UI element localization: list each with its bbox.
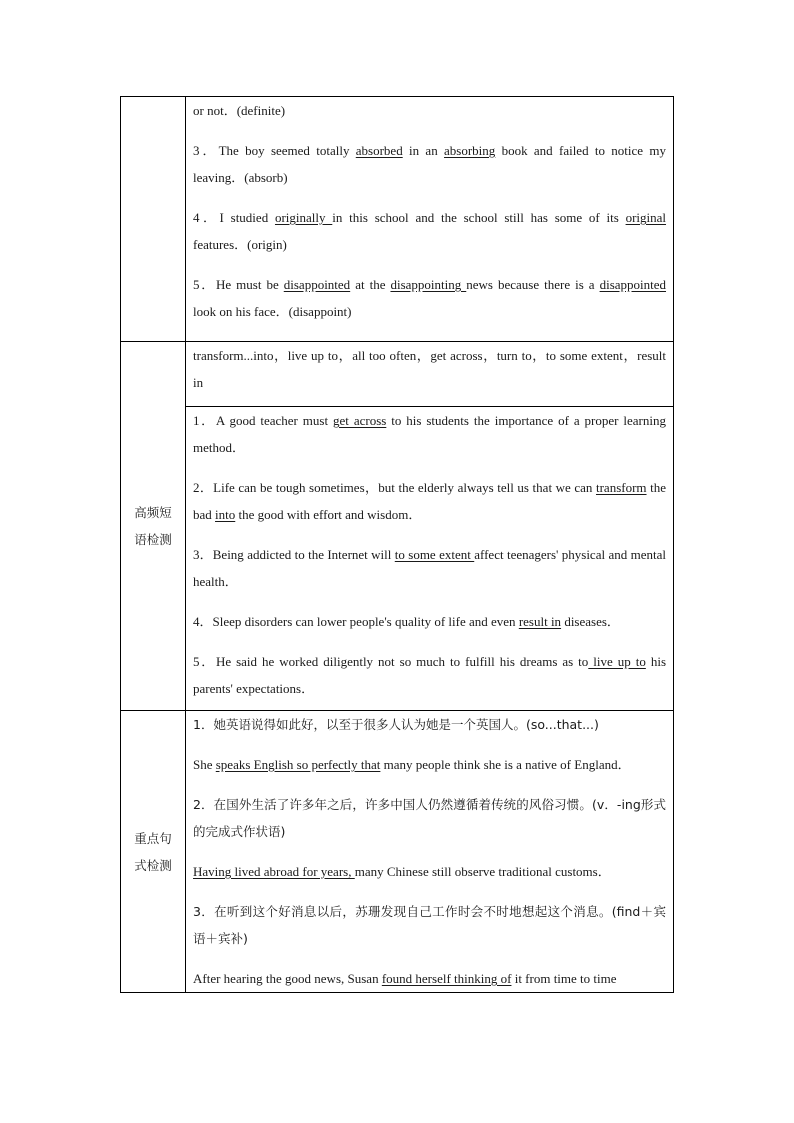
answer-blank: disappointing (390, 277, 467, 292)
answer-blank: to some extent (394, 547, 475, 562)
answer-blank: absorbed (355, 143, 403, 158)
answer-blank: found herself thinking of (381, 971, 512, 986)
answer-blank: absorbing (444, 143, 496, 158)
sentence-zh-1: 1．她英语说得如此好，以至于很多人认为她是一个英国人。(so...that...) (193, 717, 599, 732)
word-bank: transform...into，live up to，all too often，get across，turn to，to some extent，result in (193, 348, 666, 390)
sentence-en-3: After hearing the good news, Susan found herself thinking of it from time to time (193, 971, 617, 986)
sentence-en-1: She speaks English so perfectly that many people think she is a native of England． (193, 757, 631, 772)
sentences-content-cell (186, 711, 674, 993)
answer-blank: result in (518, 614, 562, 629)
phrase-item-2: 2．Life can be tough sometimes，but the elderly always tell us that we can transform the bad into the good with effort and wisdom． (193, 480, 666, 522)
phrase-item-5: 5．He said he worked diligently not so much to fulfill his dreams as to live up to his parents' expectations． (193, 654, 667, 696)
sentence-zh-2: 2．在国外生活了许多年之后，许多中国人仍然遵循着传统的风俗习惯。(v．-ing形式的完成式作状语) (193, 797, 666, 839)
vocab-content-cell (186, 97, 674, 342)
answer-blank: disappointed (599, 277, 667, 292)
answer-blank: transform (595, 480, 647, 495)
answer-blank: get across (333, 413, 387, 428)
sentences-label: 重点句 式检测 (121, 711, 186, 993)
vocab-label-cell (121, 97, 186, 342)
answer-blank: Having lived abroad for years, (193, 864, 355, 879)
answer-blank: into (215, 507, 236, 522)
exercise-table (120, 96, 674, 993)
answer-blank: speaks English so perfectly that (215, 757, 381, 772)
sentence-zh-3: 3．在听到这个好消息以后，苏珊发现自己工作时会不时地想起这个消息。(find＋宾语＋宾补) (193, 904, 666, 946)
answer-blank: originally (274, 210, 333, 225)
vocab-item-cont: or not．(definite) (193, 103, 286, 118)
vocab-item-4: 4．I studied originally in this school and the school still has some of its original features．(origin) (193, 210, 667, 252)
sentences-row (121, 711, 674, 993)
phrases-wordbank-row (121, 342, 674, 407)
sentence-en-2: Having lived abroad for years, many Chinese still observe traditional customs． (193, 864, 611, 879)
answer-blank: live up to (588, 654, 646, 669)
phrase-item-1: 1．A good teacher must get across to his students the importance of a proper learning method． (193, 413, 666, 455)
vocab-item-5: 5．He must be disappointed at the disappointing news because there is a disappointed look on his face．(disappoint) (193, 277, 667, 319)
answer-blank: original (625, 210, 667, 225)
answer-blank: disappointed (283, 277, 351, 292)
vocab-row (121, 97, 674, 342)
word-bank-cell (186, 342, 674, 407)
phrase-item-4: 4．Sleep disorders can lower people's quality of life and even result in diseases． (193, 614, 620, 629)
phrase-item-3: 3．Being addicted to the Internet will to some extent affect teenagers' physical and mental health． (193, 547, 666, 589)
phrases-label: 高频短 语检测 (121, 342, 186, 711)
vocab-item-3: 3．The boy seemed totally absorbed in an absorbing book and failed to notice my leaving．(absorb) (193, 143, 666, 185)
phrases-items-row (121, 407, 674, 711)
phrases-content-cell (186, 407, 674, 711)
